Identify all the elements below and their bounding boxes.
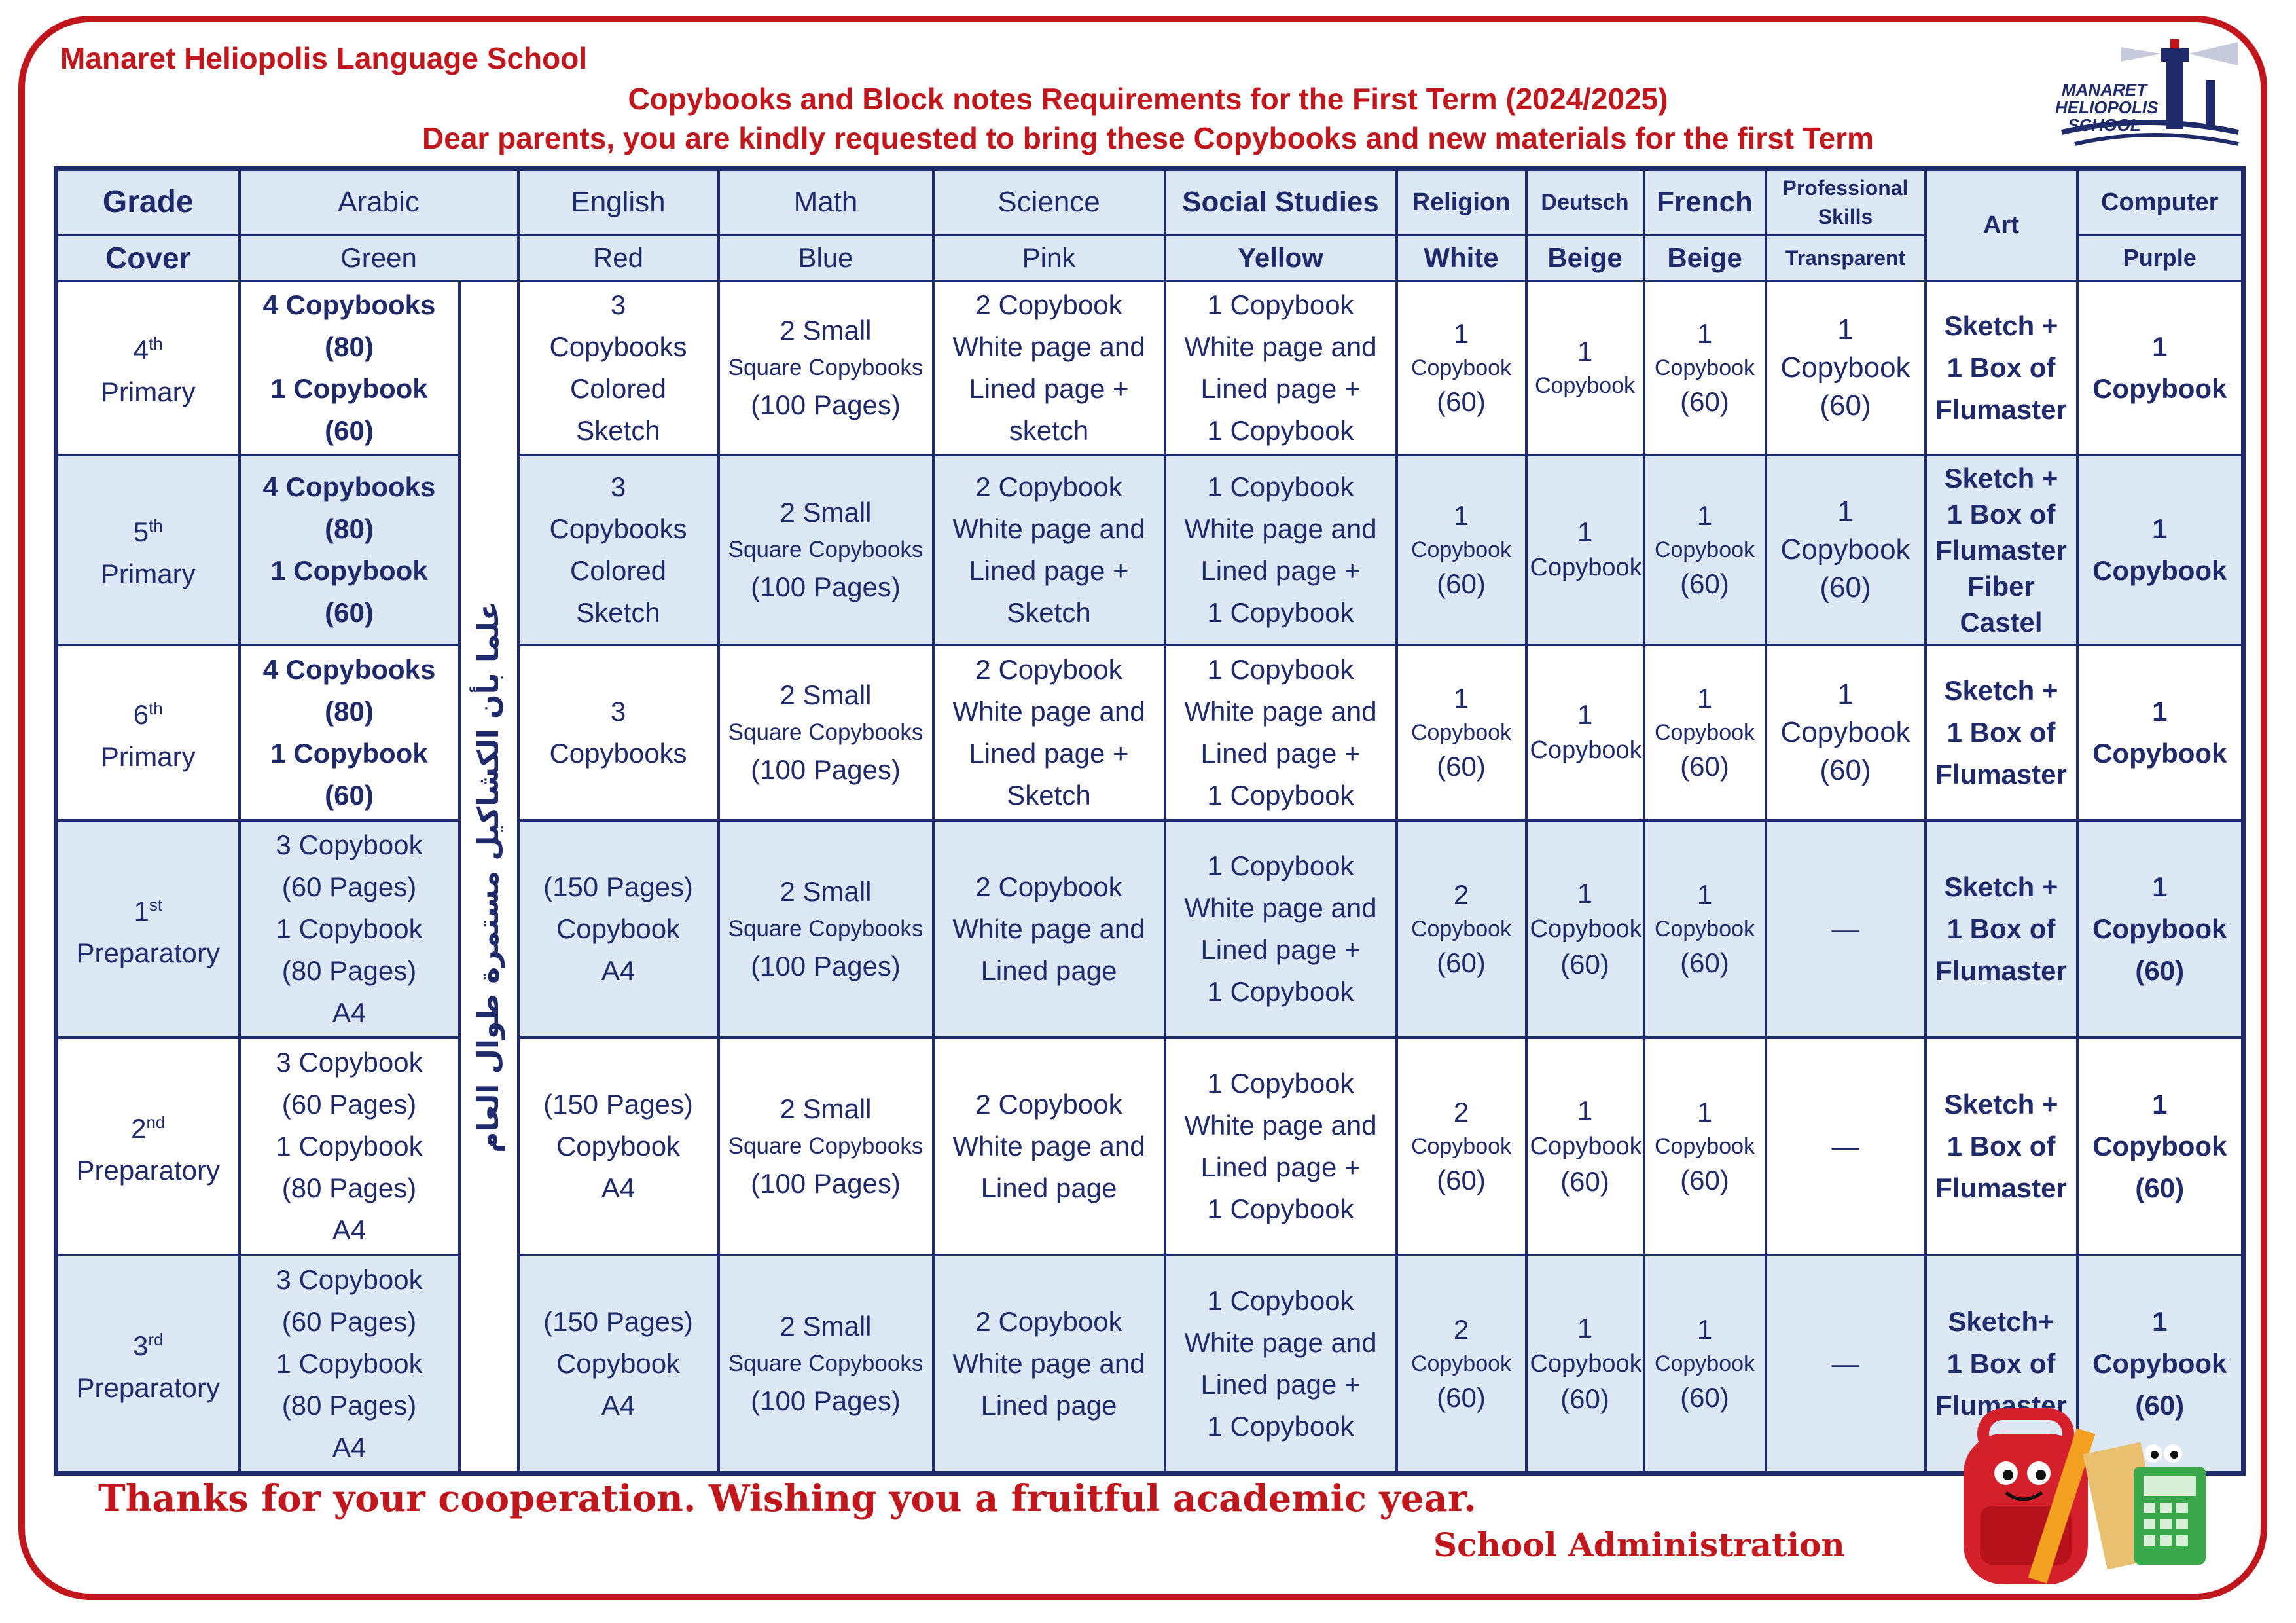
deutsch-cell: 1 Copybook (60) xyxy=(1526,1038,1644,1255)
cover-computer: Purple xyxy=(2077,235,2244,281)
computer-cell: 1 Copybook xyxy=(2077,281,2244,455)
religion-cell: 2 Copybook (60) xyxy=(1397,820,1526,1038)
subject-math: Math xyxy=(719,169,933,236)
social-studies-cell: 1 Copybook White page and Lined page + 1 Copybook xyxy=(1165,820,1397,1038)
english-cell: 3 Copybooks Colored Sketch xyxy=(518,455,719,645)
arabic-cell: 4 Copybooks (80) 1 Copybook (60) xyxy=(240,455,459,645)
logo-text-line: SCHOOL xyxy=(2068,115,2141,135)
table-row xyxy=(56,455,2244,645)
cover-deutsch: Beige xyxy=(1526,235,1644,281)
cover-social-studies: Yellow xyxy=(1165,235,1397,281)
arabic-cell: 3 Copybook (60 Pages) 1 Copybook (80 Pages) A4 xyxy=(240,1038,459,1255)
math-cell: 2 Small Square Copybooks (100 Pages) xyxy=(719,281,933,455)
logo-text-line: HELIOPOLIS xyxy=(2055,98,2159,117)
grade-cell: 5th Primary xyxy=(56,455,240,645)
subject-art: Art xyxy=(1926,169,2077,282)
arabic-note-vertical: علما بأن الكشاكيل مستمرة طوال العام xyxy=(459,281,518,1474)
math-cell: 2 Small Square Copybooks (100 Pages) xyxy=(719,455,933,645)
school-bag-illustration xyxy=(1944,1395,2271,1591)
subject-social-studies: Social Studies xyxy=(1165,169,1397,236)
computer-cell: 1 Copybook (60) xyxy=(2077,820,2244,1038)
table-row xyxy=(56,1038,2244,1255)
deutsch-cell: 1 Copybook (60) xyxy=(1526,1255,1644,1474)
table-row xyxy=(56,645,2244,820)
science-cell: 2 Copybook White page and Lined page + Sketch xyxy=(933,455,1165,645)
english-cell: 3 Copybooks xyxy=(518,645,719,820)
religion-cell: 1 Copybook (60) xyxy=(1397,281,1526,455)
subject-deutsch: Deutsch xyxy=(1526,169,1644,236)
art-cell: Sketch + 1 Box of Flumaster xyxy=(1926,820,2077,1038)
school-bag-icon xyxy=(1944,1395,2271,1591)
cover-arabic: Green xyxy=(240,235,518,281)
professional-skills-cell: — xyxy=(1766,1038,1926,1255)
religion-cell: 2 Copybook (60) xyxy=(1397,1255,1526,1474)
subject-computer: Computer xyxy=(2077,169,2244,236)
english-cell: 3 Copybooks Colored Sketch xyxy=(518,281,719,455)
thanks-message: Thanks for your cooperation. Wishing you a fruitful academic year. xyxy=(98,1477,1477,1520)
religion-cell: 2 Copybook (60) xyxy=(1397,1038,1526,1255)
computer-cell: 1 Copybook xyxy=(2077,645,2244,820)
logo-text-line: MANARET xyxy=(2062,80,2147,100)
art-cell: Sketch + 1 Box of Flumaster xyxy=(1926,645,2077,820)
french-cell: 1 Copybook (60) xyxy=(1644,1255,1766,1474)
page-subtitle: Dear parents, you are kindly requested to bring these Copybooks and new materials for the first Term xyxy=(422,121,1874,155)
grade-cell: 4th Primary xyxy=(56,281,240,455)
social-studies-cell: 1 Copybook White page and Lined page + 1 Copybook xyxy=(1165,281,1397,455)
subject-professional-skills: Professional Skills xyxy=(1766,169,1926,236)
grade-header: Grade xyxy=(56,169,240,236)
cover-religion: White xyxy=(1397,235,1526,281)
subject-religion: Religion xyxy=(1397,169,1526,236)
science-cell: 2 Copybook White page and Lined page + Sketch xyxy=(933,645,1165,820)
english-cell: (150 Pages) Copybook A4 xyxy=(518,1255,719,1474)
computer-cell: 1 Copybook xyxy=(2077,455,2244,645)
art-cell: Sketch+ 1 Box of Flumaster xyxy=(1926,1255,2077,1474)
science-cell: 2 Copybook White page and Lined page + sketch xyxy=(933,281,1165,455)
requirements-table xyxy=(54,166,2246,1476)
professional-skills-cell: 1 Copybook (60) xyxy=(1766,455,1926,645)
social-studies-cell: 1 Copybook White page and Lined page + 1 Copybook xyxy=(1165,1038,1397,1255)
cover-french: Beige xyxy=(1644,235,1766,281)
grade-cell: 6th Primary xyxy=(56,645,240,820)
deutsch-cell: 1 Copybook (60) xyxy=(1526,820,1644,1038)
professional-skills-cell: 1 Copybook (60) xyxy=(1766,281,1926,455)
professional-skills-cell: — xyxy=(1766,820,1926,1038)
science-cell: 2 Copybook White page and Lined page xyxy=(933,820,1165,1038)
professional-skills-cell: 1 Copybook (60) xyxy=(1766,645,1926,820)
math-cell: 2 Small Square Copybooks (100 Pages) xyxy=(719,820,933,1038)
art-cell: Sketch + 1 Box of Flumaster xyxy=(1926,1038,2077,1255)
cover-color-row xyxy=(56,235,2244,281)
school-name: Manaret Heliopolis Language School xyxy=(60,41,588,75)
deutsch-cell: 1 Copybook xyxy=(1526,455,1644,645)
english-cell: (150 Pages) Copybook A4 xyxy=(518,1038,719,1255)
social-studies-cell: 1 Copybook White page and Lined page + 1 Copybook xyxy=(1165,1255,1397,1474)
french-cell: 1 Copybook (60) xyxy=(1644,455,1766,645)
art-cell: Sketch + 1 Box of Flumaster Fiber Castel xyxy=(1926,455,2077,645)
professional-skills-cell: — xyxy=(1766,1255,1926,1474)
religion-cell: 1 Copybook (60) xyxy=(1397,645,1526,820)
cover-english: Red xyxy=(518,235,719,281)
social-studies-cell: 1 Copybook White page and Lined page + 1 Copybook xyxy=(1165,645,1397,820)
arabic-cell: 3 Copybook (60 Pages) 1 Copybook (80 Pages) A4 xyxy=(240,820,459,1038)
french-cell: 1 Copybook (60) xyxy=(1644,281,1766,455)
arabic-cell: 4 Copybooks (80) 1 Copybook (60) xyxy=(240,281,459,455)
french-cell: 1 Copybook (60) xyxy=(1644,645,1766,820)
arabic-cell: 3 Copybook (60 Pages) 1 Copybook (80 Pages) A4 xyxy=(240,1255,459,1474)
science-cell: 2 Copybook White page and Lined page xyxy=(933,1038,1165,1255)
arabic-cell: 4 Copybooks (80) 1 Copybook (60) xyxy=(240,645,459,820)
art-cell: Sketch + 1 Box of Flumaster xyxy=(1926,281,2077,455)
subject-header-row xyxy=(56,169,2244,236)
table-row xyxy=(56,1255,2244,1474)
deutsch-cell: 1 Copybook xyxy=(1526,645,1644,820)
cover-math: Blue xyxy=(719,235,933,281)
math-cell: 2 Small Square Copybooks (100 Pages) xyxy=(719,1255,933,1474)
cover-professional-skills: Transparent xyxy=(1766,235,1926,281)
school-administration-signoff: School Administration xyxy=(1433,1525,1845,1564)
school-logo xyxy=(2049,34,2245,158)
math-cell: 2 Small Square Copybooks (100 Pages) xyxy=(719,645,933,820)
deutsch-cell: 1 Copybook xyxy=(1526,281,1644,455)
social-studies-cell: 1 Copybook White page and Lined page + 1 Copybook xyxy=(1165,455,1397,645)
english-cell: (150 Pages) Copybook A4 xyxy=(518,820,719,1038)
cover-header: Cover xyxy=(56,235,240,281)
math-cell: 2 Small Square Copybooks (100 Pages) xyxy=(719,1038,933,1255)
subject-science: Science xyxy=(933,169,1165,236)
cover-science: Pink xyxy=(933,235,1165,281)
table-row xyxy=(56,820,2244,1038)
subject-french: French xyxy=(1644,169,1766,236)
grade-cell: 2nd Preparatory xyxy=(56,1038,240,1255)
grade-cell: 3rd Preparatory xyxy=(56,1255,240,1474)
french-cell: 1 Copybook (60) xyxy=(1644,1038,1766,1255)
computer-cell: 1 Copybook (60) xyxy=(2077,1038,2244,1255)
subject-english: English xyxy=(518,169,719,236)
subject-arabic: Arabic xyxy=(240,169,518,236)
french-cell: 1 Copybook (60) xyxy=(1644,820,1766,1038)
grade-cell: 1st Preparatory xyxy=(56,820,240,1038)
religion-cell: 1 Copybook (60) xyxy=(1397,455,1526,645)
page-title: Copybooks and Block notes Requirements for the First Term (2024/2025) xyxy=(628,82,1668,116)
computer-cell: 1 Copybook (60) xyxy=(2077,1255,2244,1474)
table-row xyxy=(56,281,2244,455)
science-cell: 2 Copybook White page and Lined page xyxy=(933,1255,1165,1474)
